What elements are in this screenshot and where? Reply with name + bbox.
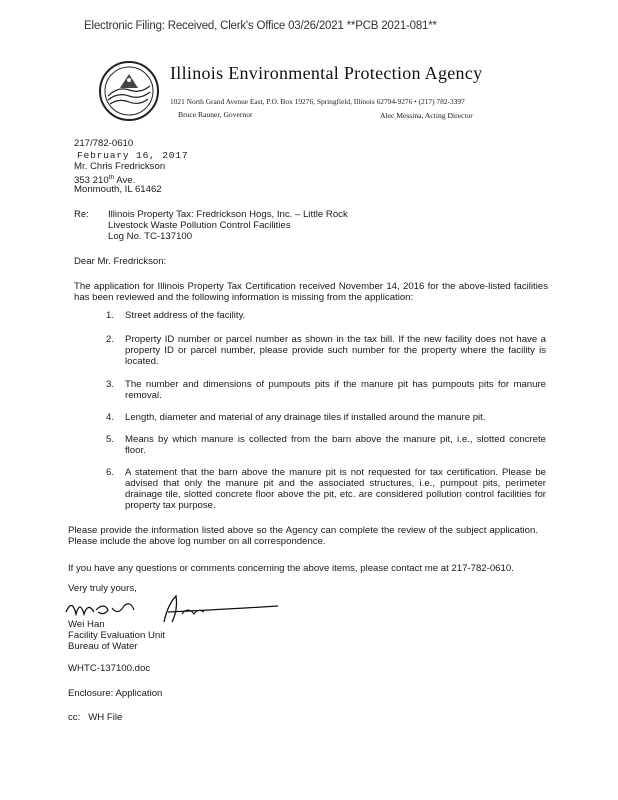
- phone-reference: 217/782-0610: [74, 138, 134, 149]
- filing-stamp: Electronic Filing: Received, Clerk's Office 03/26/2021 **PCB 2021-081**: [84, 20, 437, 32]
- file-reference: WHTC-137100.doc: [68, 663, 151, 674]
- closing-paragraph: Please provide the information listed above so the Agency can complete the review of the subject application. Please include the above log number on all correspondence.: [68, 525, 538, 547]
- street-ordinal: th: [108, 174, 115, 181]
- street-name: Ave.: [114, 175, 136, 187]
- signer-unit: Facility Evaluation Unit: [68, 630, 166, 641]
- item-text: Means by which manure is collected from the barn above the manure pit, i.e., slotted concrete floor.: [125, 434, 546, 456]
- item-number: 4.: [106, 412, 115, 423]
- item-number: 1.: [106, 310, 115, 321]
- recipient-name: Mr. Chris Fredrickson: [74, 161, 166, 172]
- re-log-number: Log No. TC-137100: [108, 231, 193, 242]
- item-number: 5.: [106, 434, 115, 445]
- item-text: Street address of the facility.: [125, 310, 246, 321]
- re-label: Re:: [74, 209, 89, 220]
- agency-address: 1021 North Grand Avenue East, P.O. Box 19276, Springfield, Illinois 62794-9276 • (217) 782-3397: [170, 97, 465, 106]
- item-text: The number and dimensions of pumpouts pits if the manure pit has pumpouts pits for manure removal.: [125, 379, 546, 401]
- signer-name: Wei Han: [68, 619, 105, 630]
- agency-name: Illinois Environmental Protection Agency: [170, 63, 483, 83]
- recipient-city-state: Monmouth, IL 61462: [74, 184, 162, 195]
- letter-date: February 16, 2017: [77, 150, 189, 161]
- re-line-1: Illinois Property Tax: Fredrickson Hogs, Inc. – Little Rock: [108, 209, 348, 220]
- item-number: 2.: [106, 334, 115, 345]
- item-number: 3.: [106, 379, 115, 390]
- signer-bureau: Bureau of Water: [68, 641, 138, 652]
- item-number: 6.: [106, 467, 115, 478]
- illinois-epa-seal-logo: [98, 60, 160, 122]
- salutation: Dear Mr. Fredrickson:: [74, 256, 167, 267]
- intro-paragraph: The application for Illinois Property Tax Certification received November 14, 2016 for the above-listed facilities has been reviewed and the following information is missing from the application:: [74, 281, 548, 303]
- enclosure-line: Enclosure: Application: [68, 688, 163, 699]
- valediction: Very truly yours,: [68, 583, 137, 594]
- item-text: Property ID number or parcel number as shown in the tax bill. If the new facility does not have a property ID or parcel number, please provide such number for the property where the facility is located.: [125, 334, 546, 367]
- street-number: 353 210: [74, 175, 109, 187]
- item-text: Length, diameter and material of any drainage tiles if installed around the manure pit.: [125, 412, 486, 423]
- governor-name: Bruce Rauner, Governor: [178, 110, 253, 119]
- director-name: Alec Messina, Acting Director: [380, 111, 473, 120]
- cc-line: cc: WH File: [68, 712, 123, 723]
- item-text: A statement that the barn above the manure pit is not requested for tax certification. Please be advised that only the manure pit and the associated structures, i.e., pumpout pits, perimeter drainage tile, slotted concrete floor above the pit, etc. are considered pollution control facilities for property tax purpose.: [125, 467, 546, 511]
- contact-paragraph: If you have any questions or comments concerning the above items, please contact me at 217-782-0610.: [68, 563, 514, 574]
- re-line-2: Livestock Waste Pollution Control Facilities: [108, 220, 291, 231]
